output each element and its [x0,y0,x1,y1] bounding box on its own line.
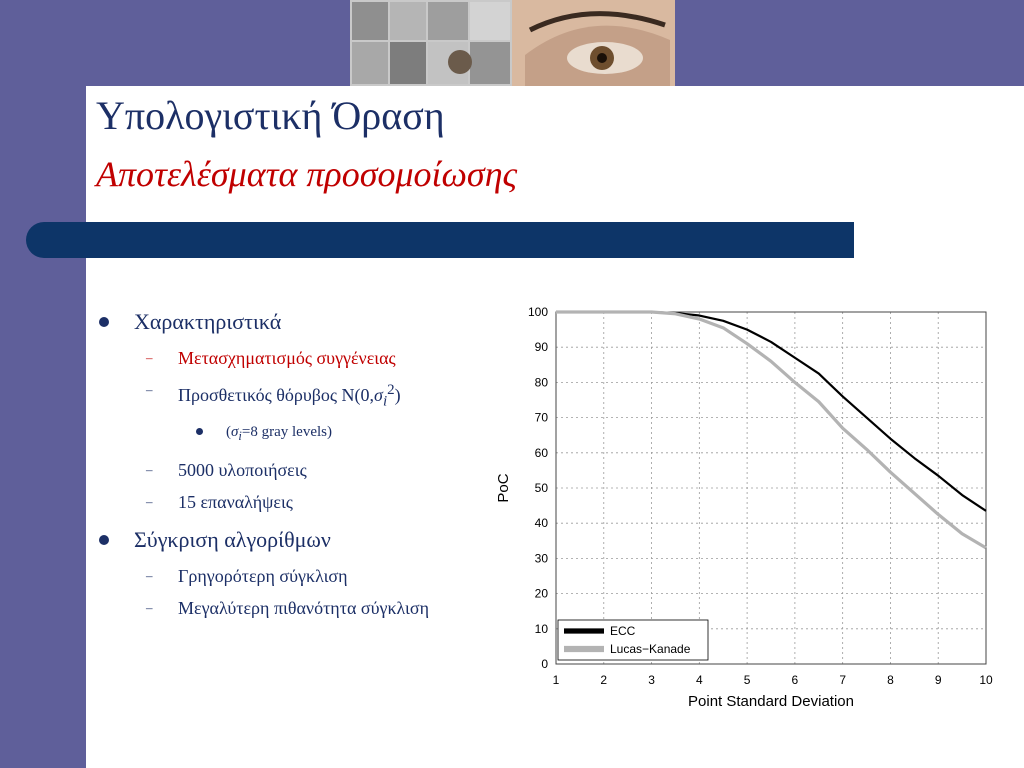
sub-bullet-text: Γρηγορότερη σύγκλιση [178,565,348,586]
sub-bullet-probability [96,596,506,620]
sigma-subscript: i [238,428,242,443]
x-tick-label: 2 [600,673,608,687]
sub-bullet-faster [96,564,506,588]
legend-label: ECC [610,624,636,638]
bullet-dot-icon [99,535,109,545]
y-tick-label: 20 [534,586,548,601]
bullet-list [96,308,506,628]
x-tick-label: 8 [887,673,894,687]
y-tick-label: 30 [534,551,548,566]
sub-bullet-text: 5000 υλοποιήσεις [178,459,307,480]
sub-bullet-text: 15 επαναλήψεις [178,491,293,512]
x-axis-label: Point Standard Deviation [688,693,854,710]
dash-icon: – [146,493,153,509]
bullet-features [96,308,506,336]
title-separator-bar [26,222,854,258]
dash-icon: – [146,382,153,397]
sub-bullet-affine [96,346,506,370]
dash-icon: – [146,461,153,477]
sigma-superscript: 2 [387,382,395,398]
legend-label: Lucas−Kanade [610,642,691,656]
y-tick-label: 100 [527,305,548,319]
x-tick-label: 5 [743,673,751,687]
dash-icon: – [146,599,153,615]
x-tick-label: 3 [648,673,655,687]
sigma-symbol: σ [374,385,383,405]
x-tick-label: 4 [695,673,703,687]
sub-bullet-text: Μετασχηματισμός συγγένειας [178,348,396,368]
sub-bullet-noise [96,378,506,414]
noise-text-pre: Προσθετικός θόρυβος N(0, [178,385,375,405]
bullet-comparison [96,526,506,554]
y-tick-label: 50 [534,481,548,495]
y-tick-label: 60 [534,445,548,460]
poc-chart [494,302,1014,712]
sub-bullet-text: Μεγαλύτερη πιθανότητα σύγκλιση [178,597,429,618]
sub-bullet-iterations [96,490,506,514]
sub-bullet-realizations [96,458,506,482]
x-tick-label: 1 [552,673,560,687]
bullet-text: Χαρακτηριστικά [134,309,282,334]
dash-icon: – [146,350,153,365]
chart-svg [494,302,1014,712]
left-decor-bar [0,0,86,768]
sigma-subscript: i [382,393,388,410]
sigma-open: ( [226,423,231,440]
x-tick-label: 10 [979,673,993,687]
x-tick-label: 7 [839,673,847,687]
y-axis-label: PoC [495,473,512,503]
sub-sub-bullet-sigma [96,422,506,446]
sigma-symbol: σ [231,423,239,440]
bullet-text: Σύγκριση αλγορίθμων [134,526,331,552]
sigma-rest: =8 gray levels) [241,423,332,440]
y-tick-label: 0 [541,657,548,671]
header-banner-image [350,0,675,86]
bullet-dot-icon [99,317,109,327]
noise-text-post: ) [394,385,401,405]
dash-icon: – [146,567,153,583]
slide-title: Υπολογιστική Όραση [96,93,445,138]
y-tick-label: 40 [534,516,548,531]
small-bullet-dot-icon [196,428,203,435]
chart-legend [558,620,708,660]
x-tick-label: 9 [934,673,942,687]
y-tick-label: 90 [534,340,548,355]
slide-subtitle: Αποτελέσματα προσομοίωσης [96,154,518,194]
y-tick-label: 80 [534,375,548,390]
y-tick-label: 70 [534,410,548,425]
y-tick-label: 10 [534,621,548,636]
x-tick-label: 6 [791,673,799,687]
